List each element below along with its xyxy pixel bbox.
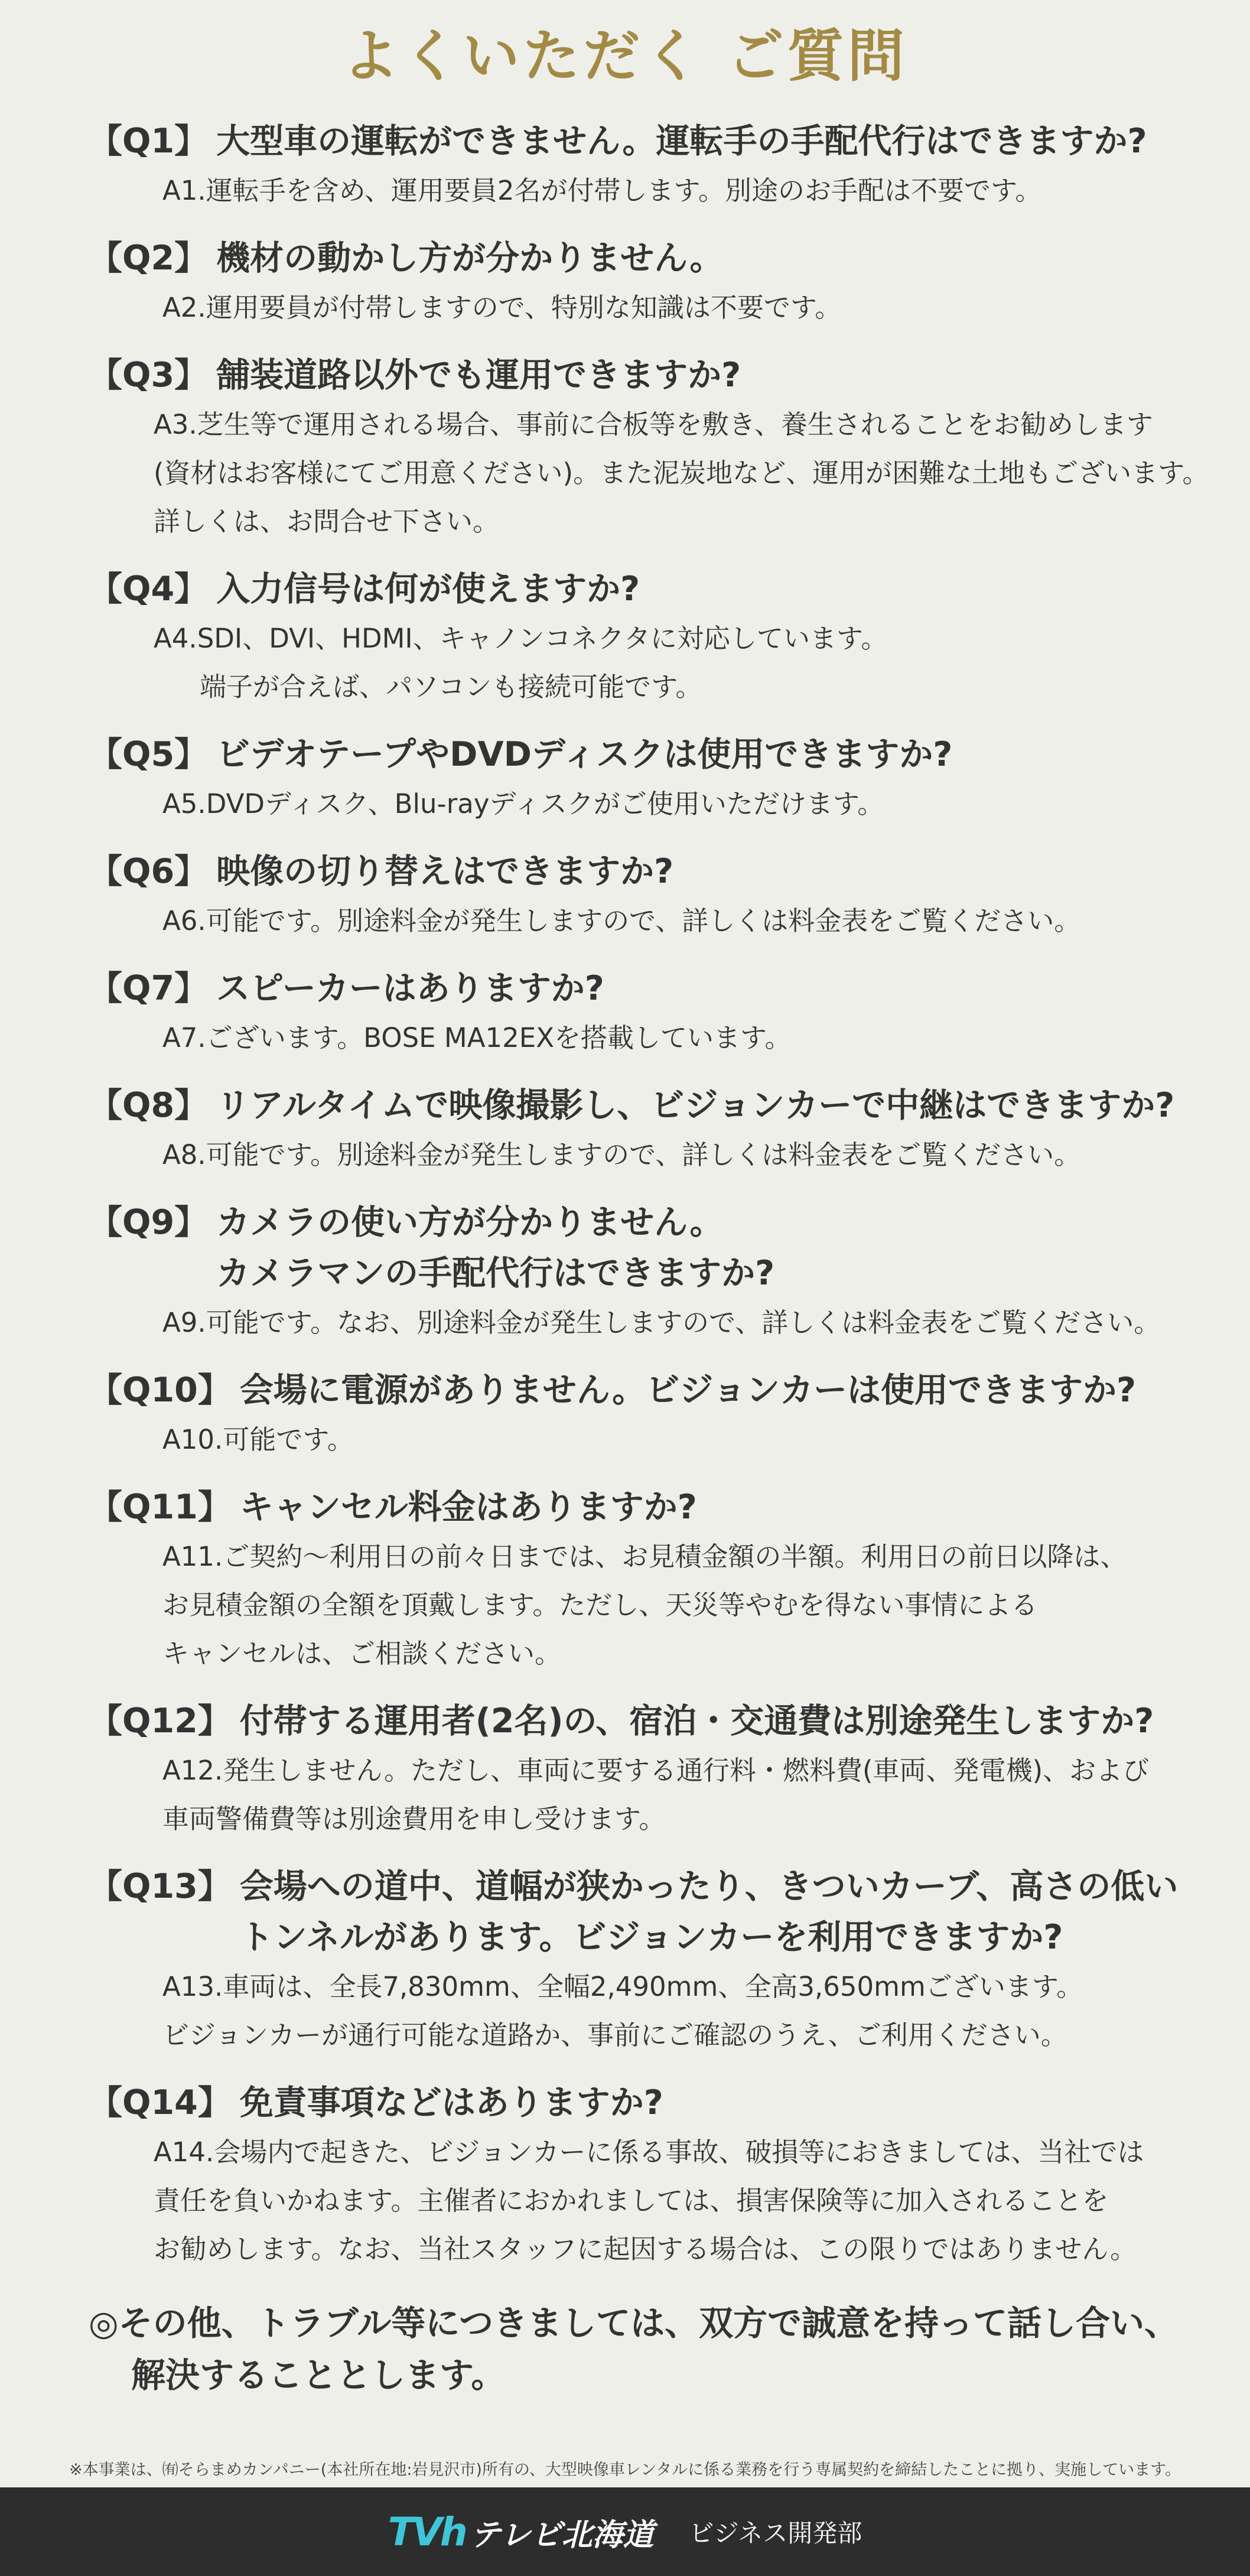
question-text: 大型車の運転ができません。運転手の手配代行はできますか? (216, 122, 1147, 161)
answer-line: A10.可能です。 (162, 1424, 354, 1455)
question-text: 会場に電源がありません。ビジョンカーは使用できますか? (239, 1371, 1137, 1410)
faq-item-11 (89, 1482, 1235, 1678)
answer (89, 1131, 1235, 1179)
answer-line: A4.SDI、DVI、HDMI、キャノンコネクタに対応しています。 (154, 623, 888, 654)
question (89, 1197, 1235, 1299)
question (89, 1861, 1235, 1963)
answer-line: A13.車両は、全長7,830mm、全幅2,490mm、全高3,650mmございます。 (162, 1971, 1083, 2002)
question-text: 舗装道路以外でも運用できますか? (216, 356, 741, 395)
faq-item-4 (89, 564, 1235, 711)
answer-line: A8.可能です。別途料金が発生しますので、詳しくは料金表をご覧ください。 (162, 1139, 1081, 1170)
question-text: トンネルがあります。ビジョンカーを利用できますか? (239, 1918, 1063, 1957)
question-number: 【Q12】 (89, 1702, 232, 1741)
answer (89, 1533, 1235, 1678)
question-text: 映像の切り替えはできますか? (216, 852, 674, 891)
closing-statement (89, 2297, 1235, 2401)
question-text: カメラの使い方が分かりません。 (216, 1203, 724, 1242)
question-number: 【Q1】 (89, 122, 209, 161)
tvh-logo-name: テレビ北海道 (470, 2517, 654, 2553)
answer-line: A1.運転手を含め、運用要員2名が付帯します。別途のお手配は不要です。 (162, 175, 1042, 206)
answer-line: 詳しくは、お問合せ下さい。 (154, 506, 500, 537)
answer-line: お勧めします。なお、当社スタッフに起因する場合は、この限りではありません。 (154, 2233, 1137, 2265)
question-text: 免責事項などはありますか? (239, 2083, 663, 2122)
answer-line: 端子が合えば、パソコンも接続可能です。 (200, 671, 702, 702)
tvh-logo (388, 2509, 654, 2555)
question (89, 233, 1235, 284)
question (89, 2077, 1235, 2128)
answer (89, 780, 1235, 828)
department-label: ビジネス開発部 (689, 2519, 862, 2548)
answer-line: (資材はお客様にてご用意ください)。また泥炭地など、運用が困難な土地もございます。 (154, 457, 1209, 489)
question (89, 1696, 1235, 1746)
question-number: 【Q10】 (89, 1371, 232, 1410)
page-title: よくいただく ご質問 (342, 23, 908, 89)
question-number: 【Q11】 (89, 1488, 232, 1527)
answer-line: 責任を負いかねます。主催者におかれましては、損害保険等に加入されることを (154, 2185, 1109, 2216)
answer (89, 401, 1235, 546)
faq-item-14 (89, 2077, 1235, 2273)
closing-line: ◎その他、トラブル等につきましては、双方で誠意を持って話し合い、 (89, 2303, 1179, 2343)
answer (89, 1014, 1235, 1062)
question (89, 1365, 1235, 1416)
faq-item-13 (89, 1861, 1235, 2060)
question (89, 350, 1235, 401)
question (89, 1482, 1235, 1533)
question-number: 【Q14】 (89, 2083, 232, 2122)
answer (89, 1299, 1235, 1347)
question-text: ビデオテープやDVDディスクは使用できますか? (216, 735, 953, 774)
answer-line: ビジョンカーが通行可能な道路か、事前にご確認のうえ、ご利用ください。 (162, 2019, 1067, 2051)
question-number: 【Q6】 (89, 852, 209, 891)
answer (89, 614, 1235, 711)
question-text: 付帯する運用者(2名)の、宿泊・交通費は別途発生しますか? (239, 1702, 1154, 1741)
question-text: カメラマンの手配代行はできますか? (216, 1254, 775, 1293)
question-text: リアルタイムで映像撮影し、ビジョンカーで中継はできますか? (216, 1086, 1175, 1125)
question (89, 846, 1235, 897)
answer-line: A7.ございます。BOSE MA12EXを搭載しています。 (162, 1022, 792, 1053)
question (89, 564, 1235, 614)
brand (388, 2509, 862, 2555)
faq-item-6 (89, 846, 1235, 945)
faq-item-7 (89, 963, 1235, 1062)
footnote: ※本事業は、㈲そらまめカンパニー(本社所在地:岩見沢市)所有の、大型映像車レンタルに係る業務を行う専属契約を締結したことに拠り、実施しています。 (69, 2461, 1181, 2479)
question-text: スピーカーはありますか? (216, 969, 604, 1008)
answer (89, 897, 1235, 945)
question-number: 【Q2】 (89, 239, 209, 278)
faq-item-9 (89, 1197, 1235, 1347)
answer-line: A11.ご契約〜利用日の前々日までは、お見積金額の半額。利用日の前日以降は、 (162, 1541, 1127, 1572)
question (89, 963, 1235, 1014)
answer (89, 167, 1235, 215)
answer-line: A2.運用要員が付帯しますので、特別な知識は不要です。 (162, 292, 842, 323)
answer-line: A6.可能です。別途料金が発生しますので、詳しくは料金表をご覧ください。 (162, 905, 1081, 936)
question-number: 【Q7】 (89, 969, 209, 1008)
answer (89, 284, 1235, 332)
faq-item-8 (89, 1080, 1235, 1179)
closing-line: 解決することとします。 (131, 2355, 506, 2395)
answer-line: A5.DVDディスク、Blu-rayディスクがご使用いただけます。 (162, 788, 884, 819)
answer (89, 1416, 1235, 1464)
question-text: キャンセル料金はありますか? (239, 1488, 697, 1527)
faq-item-1 (89, 116, 1235, 215)
tvh-logo-mark: TVh (388, 2509, 466, 2555)
answer-line: A12.発生しません。ただし、車両に要する通行料・燃料費(車両、発電機)、および (162, 1755, 1150, 1786)
question-text: 会場への道中、道幅が狭かったり、きついカーブ、高さの低い (239, 1867, 1179, 1906)
faq-item-10 (89, 1365, 1235, 1464)
faq-list (89, 116, 1235, 2401)
question-number: 【Q4】 (89, 570, 209, 609)
question-number: 【Q3】 (89, 356, 209, 395)
question (89, 729, 1235, 780)
faq-item-5 (89, 729, 1235, 828)
question (89, 1080, 1235, 1131)
answer (89, 2128, 1235, 2273)
question-number: 【Q13】 (89, 1867, 232, 1906)
answer-line: 車両警備費等は別途費用を申し受けます。 (162, 1803, 666, 1835)
question-number: 【Q9】 (89, 1203, 209, 1242)
faq-item-2 (89, 233, 1235, 332)
question (89, 116, 1235, 167)
answer-line: A14.会場内で起きた、ビジョンカーに係る事故、破損等におきましては、当社では (154, 2136, 1144, 2168)
question-text: 機材の動かし方が分かりません。 (216, 239, 724, 278)
answer-line: A3.芝生等で運用される場合、事前に合板等を敷き、養生されることをお勧めします (154, 409, 1153, 440)
question-text: 入力信号は何が使えますか? (216, 570, 640, 609)
faq-item-12 (89, 1696, 1235, 1843)
answer-line: お見積金額の全額を頂戴します。ただし、天災等やむを得ない事情による (162, 1589, 1038, 1621)
question-number: 【Q5】 (89, 735, 209, 774)
question-number: 【Q8】 (89, 1086, 209, 1125)
footer (0, 2487, 1250, 2576)
answer-line: A9.可能です。なお、別途料金が発生しますので、詳しくは料金表をご覧ください。 (162, 1307, 1161, 1338)
answer (89, 1746, 1235, 1843)
answer-line: キャンセルは、ご相談ください。 (162, 1638, 562, 1669)
answer (89, 1963, 1235, 2060)
faq-item-3 (89, 350, 1235, 546)
